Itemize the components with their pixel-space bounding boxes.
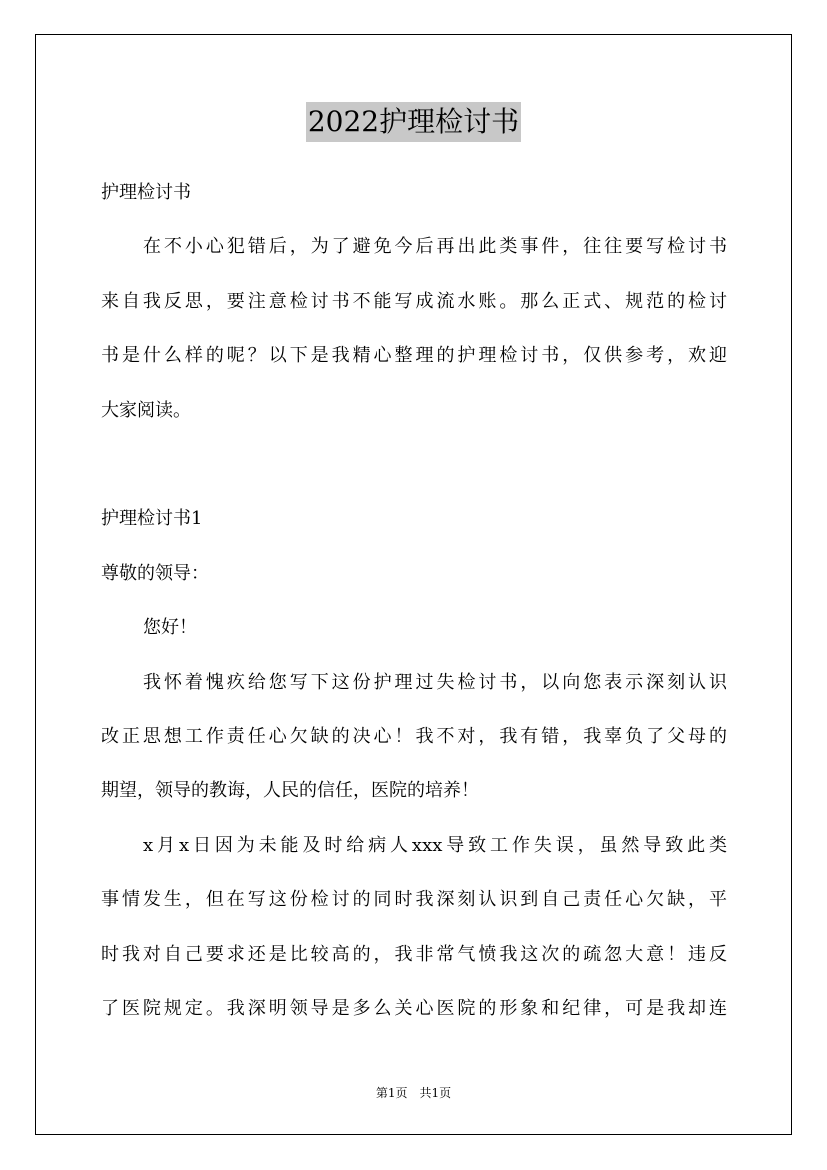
paragraph-line: 在不小心犯错后，为了避免今后再出此类事件，往往要写检讨书 (143, 236, 727, 257)
page-total: 共1页 (419, 1086, 452, 1100)
document-title: 2022护理检讨书 (306, 102, 521, 142)
greeting: 您好！ (143, 617, 197, 638)
page-number: 第1页 (375, 1086, 408, 1100)
paragraph-line: 事情发生，但在写这份检讨的同时我深刻认识到自己责任心欠缺，平 (101, 889, 727, 910)
title-container (0, 102, 827, 142)
page-footer (0, 1085, 827, 1101)
doc-heading: 护理检讨书 (101, 182, 191, 203)
paragraph-line: 了医院规定。我深明领导是多么关心医院的形象和纪律，可是我却连 (101, 998, 727, 1019)
paragraph-line: 来自我反思，要注意检讨书不能写成流水账。那么正式、规范的检讨 (101, 291, 727, 312)
salutation: 尊敬的领导： (101, 563, 209, 584)
paragraph-line: 改正思想工作责任心欠缺的决心！我不对，我有错，我辜负了父母的 (101, 726, 727, 747)
paragraph-line: 书是什么样的呢？以下是我精心整理的护理检讨书，仅供参考，欢迎 (101, 345, 727, 366)
paragraph-line: 大家阅读。 (101, 400, 191, 421)
section-heading: 护理检讨书1 (101, 508, 203, 529)
paragraph-line: 时我对自己要求还是比较高的，我非常气愤我这次的疏忽大意！违反 (101, 944, 727, 965)
paragraph-line: 我怀着愧疚给您写下这份护理过失检讨书，以向您表示深刻认识 (143, 672, 727, 693)
paragraph-line: 期望，领导的教诲，人民的信任，医院的培养！ (101, 780, 479, 801)
paragraph-line: x月x日因为未能及时给病人xxx导致工作失误，虽然导致此类 (143, 835, 727, 856)
